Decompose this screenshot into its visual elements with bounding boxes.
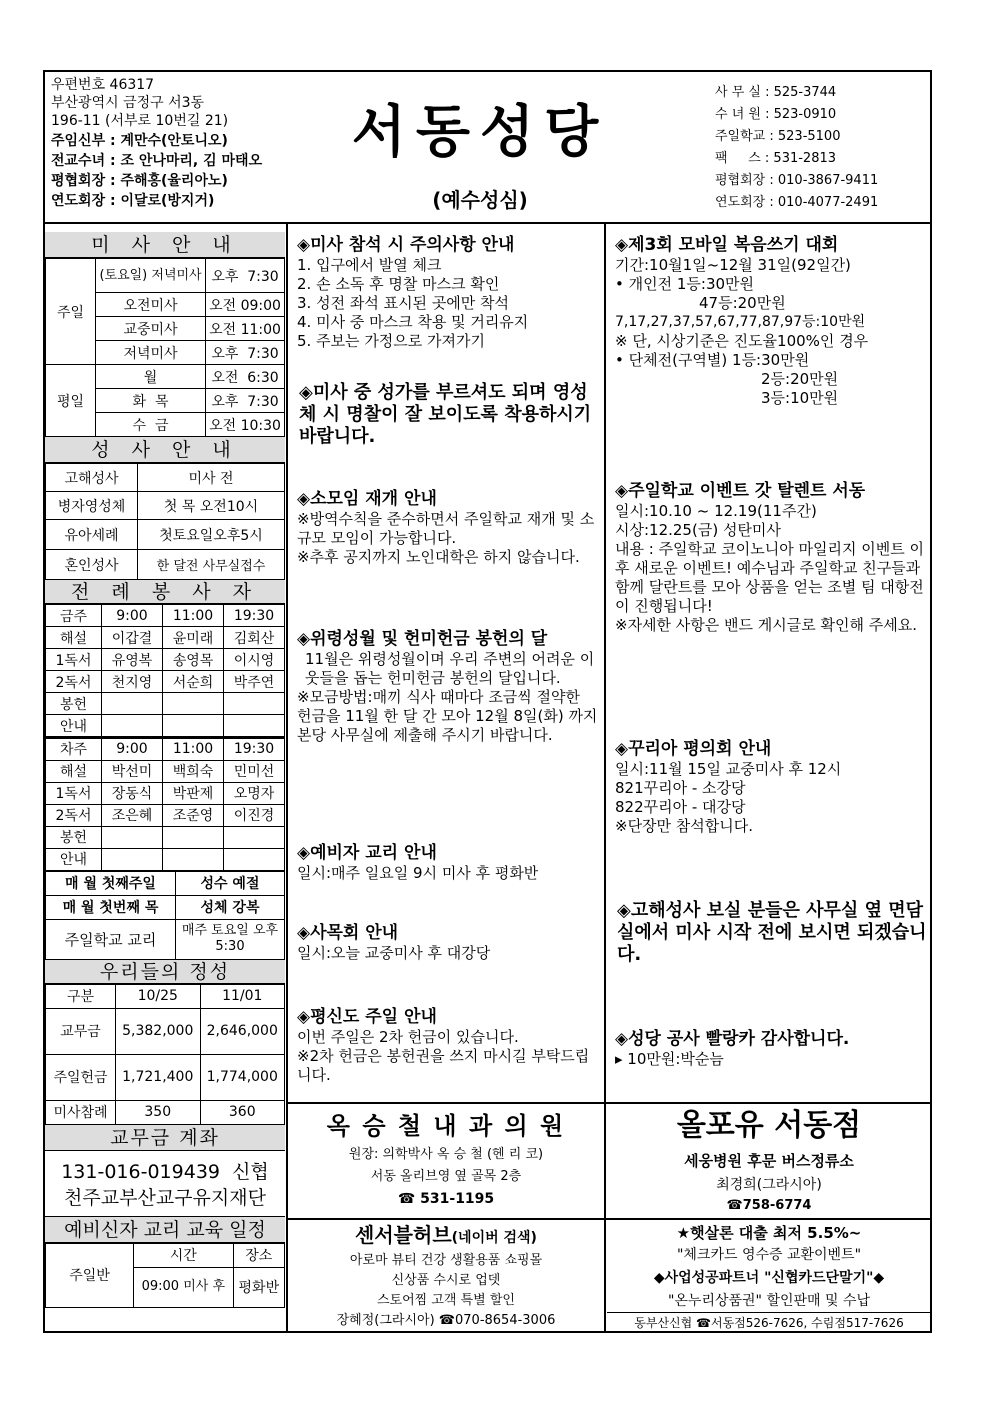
offering-cell: 1,721,400 [116,1054,201,1100]
ad-line: 동부산신협 ☎서동점526-7626, 수림점517-7626 [607,1312,931,1333]
monthly-cell: 매 월 첫번째 목 [46,895,176,919]
server-cell: 1독서 [46,649,102,671]
monthly-cell: 성수 예절 [176,871,285,895]
notice-line: ※단장만 참석합니다. [615,817,754,835]
account-holder: 천주교부산교구유지재단 [64,1186,266,1209]
mass-cell: 수 금 [96,413,206,437]
catechumen-cell: 09:00 미사 후 [134,1267,234,1307]
ad-line: 스토어찜 고객 특별 할인 [377,1293,515,1308]
offering-cell: 360 [200,1100,285,1124]
church-name: 서동성당 [351,99,609,165]
mass-cell: 월 [96,365,206,389]
notice-title: ◈평신도 주일 안내 [297,1007,437,1027]
council-head: 평협회장 : 주해홍(율리아노) [51,173,228,189]
sacrament-cell: 한 달전 사무실접수 [138,550,285,580]
contact-convent: 수 녀 원 : 523-0910 [715,107,837,122]
notice-offering-month [297,628,599,745]
server-cell: 금주 [46,605,102,627]
server-cell: 조준영 [163,804,224,826]
notice-title: ◈꾸리아 평의회 안내 [615,739,772,759]
contact-elder: 연도회장 : 010-4077-2491 [715,195,879,210]
server-cell: 장동식 [102,782,163,804]
server-cell [102,826,163,848]
weekday-label: 평일 [46,365,96,437]
ad-line: 세웅병원 후문 버스정류소 [684,1152,854,1170]
server-cell: 송영목 [163,649,224,671]
notice-title: ◈미사 참석 시 주의사항 안내 [297,235,515,255]
server-cell: 9:00 [102,605,163,627]
ad-line: 장혜정(그라시아) ☎070-8654-3006 [336,1313,556,1328]
notice-line: 4. 미사 중 마스크 착용 및 거리유지 [297,313,529,331]
servers-table-week1 [45,604,285,737]
offering-title: 우리들의 정성 [45,960,285,984]
notice-line: 일시:매주 일요일 9시 미사 후 평화반 [297,864,539,882]
header-divider [45,222,930,224]
sacrament-title: 성 사 안 내 [45,437,285,463]
mass-cell: 오전 10:30 [206,413,285,437]
col-divider-1 [286,222,288,1331]
notice-line: 이번 주일은 2차 헌금이 있습니다. [297,1028,519,1046]
server-cell: 19:30 [224,605,285,627]
notice-line: 11월은 위령성월이며 우리 주변의 어려운 이웃들을 돕는 헌미헌금 봉헌의 달입니다. [305,650,595,687]
sacrament-cell: 첫토요일오후5시 [138,520,285,550]
server-cell [163,715,224,737]
notice-laity-sunday [297,1006,599,1085]
ad-title-row [289,1222,603,1251]
mass-cell: 오전 09:00 [206,293,285,317]
server-cell: 2독서 [46,804,102,826]
server-cell: 조은혜 [102,804,163,826]
offering-cell: 2,646,000 [200,1008,285,1054]
ad-title: 옥 승 철 내 과 의 원 [326,1112,566,1140]
server-cell: 1독서 [46,782,102,804]
notice-line: 3등:10만원 [761,389,839,407]
server-cell: 해설 [46,760,102,782]
server-cell: 박선미 [102,760,163,782]
notice-mass-rules [297,234,597,351]
ad-line: "온누리상품권" 할인판매 및 수납 [667,1293,871,1309]
catechumen-cell: 장소 [233,1243,284,1267]
catechumen-table [45,1243,285,1308]
notice-line: • 개인전 1등:30만원 [615,275,755,293]
notice-donation-thanks [615,1028,927,1069]
postal-code: 우편번호 46317 [51,77,155,93]
sacrament-cell: 혼인성사 [46,550,138,580]
ad-allforyou [607,1104,931,1216]
notice-title: ◈소모임 재개 안내 [297,489,437,509]
server-cell: 봉헌 [46,826,102,848]
notice-title: ◈위령성월 및 헌미헌금 봉헌의 달 [297,629,548,649]
offering-cell: 11/01 [200,984,285,1008]
server-cell: 민미선 [224,760,285,782]
ad-line: 서동 올리브영 옆 골목 2층 [370,1169,522,1184]
ad-line: ☎758-6774 [726,1198,812,1213]
notice-small-groups [297,488,597,567]
notice-talent-event [615,480,927,635]
mass-cell: 오후 7:30 [206,341,285,365]
catechumen-cell: 시간 [134,1243,234,1267]
ad-line: "체크카드 영수증 교환이벤트" [676,1247,862,1263]
mass-cell: 오후 7:30 [206,259,285,293]
contact-list [715,82,878,214]
notice-line: 2등:20만원 [761,370,839,388]
offering-cell: 주일헌금 [46,1054,116,1100]
sacrament-cell: 첫 목 오전10시 [138,492,285,520]
servers-title: 전 례 봉 사 자 [45,580,285,604]
offering-cell: 10/25 [116,984,201,1008]
notice-line: 일시:10.10 ~ 12.19(11주간) [615,502,817,520]
contact-office: 사 무 실 : 525-3744 [715,85,837,100]
mass-cell: 오전 11:00 [206,317,285,341]
ad-sensible-hub [289,1222,603,1331]
notice-title: ◈예비자 교리 안내 [297,843,437,863]
server-cell: 박판제 [163,782,224,804]
notice-line: 3. 성전 좌석 표시된 곳에만 착석 [297,294,510,312]
notice-title: ◈사목회 안내 [297,923,399,943]
sacrament-table [45,463,285,580]
server-cell [163,826,224,848]
server-cell: 박주연 [224,671,285,693]
notice-line: • 단체전(구역별) 1등:30만원 [615,351,810,369]
ad-divider-2 [286,1218,932,1220]
ad-line: 원장: 의학박사 옥 승 철 (헨 리 코) [348,1147,544,1162]
mass-cell: 저녁미사 [96,341,206,365]
notice-line: ※자세한 사항은 밴드 게시글로 확인해 주세요. [615,616,917,634]
monthly-table [45,871,285,960]
notice-confession: ◈고해성사 보실 분들은 사무실 옆 면담실에서 미사 시작 전에 보시면 되겠습니다. [617,900,927,965]
sisters: 전교수녀 : 조 안나마리, 김 마태오 [51,153,263,169]
mass-table [45,258,285,437]
server-cell [102,693,163,715]
notice-line: ▸ 10만원:박순늠 [615,1050,724,1068]
server-cell: 차주 [46,738,102,760]
notice-line: 47등:20만원 [699,294,786,312]
sacrament-cell: 고해성사 [46,464,138,492]
server-cell: 서순희 [163,671,224,693]
server-cell: 9:00 [102,738,163,760]
server-cell [224,715,285,737]
header-info [51,76,351,210]
mass-cell: 교중미사 [96,317,206,341]
left-column [45,232,285,1308]
col-divider-2 [604,222,606,1331]
server-cell: 이시영 [224,649,285,671]
mass-title: 미 사 안 내 [45,232,285,258]
address-line-1: 부산광역시 금정구 서3동 [51,95,205,111]
ad-title: 올포유 서동점 [676,1108,862,1143]
ad-line: ★햇살론 대출 최저 5.5%~ [676,1224,862,1242]
contact-school: 주일학교 : 523-5100 [715,129,841,144]
notice-bible-writing [615,234,927,408]
server-cell: 유영복 [102,649,163,671]
sacrament-cell: 미사 전 [138,464,285,492]
server-cell: 안내 [46,715,102,737]
offering-cell: 구분 [46,984,116,1008]
ad-credit-union [607,1222,931,1333]
server-cell: 봉헌 [46,693,102,715]
bulletin-page [43,70,932,1333]
notice-line: ※방역수칙을 준수하면서 주일학교 재개 및 소규모 모임이 가능합니다. [297,510,595,547]
address-line-2: 196-11 (서부로 10번길 21) [51,113,229,129]
notice-line: 7,17,27,37,57,67,77,87,97등:10만원 [615,314,866,330]
server-cell: 2독서 [46,671,102,693]
notice-line: ※2차 헌금은 봉헌권을 쓰지 마시길 부탁드립니다. [297,1047,590,1084]
catechumen-cell: 주일반 [46,1243,134,1307]
server-cell: 19:30 [224,738,285,760]
server-cell [224,826,285,848]
ad-line: ☎ 531-1195 [397,1191,495,1207]
mass-cell: 오후 7:30 [206,389,285,413]
catechumen-cell: 평화반 [233,1267,284,1307]
server-cell: 해설 [46,627,102,649]
offering-cell: 교무금 [46,1008,116,1054]
notice-line: ※ 단, 시상기준은 진도율100%인 경우 [615,332,869,350]
ad-line: 최경희(그라시아) [716,1177,822,1193]
server-cell [163,693,224,715]
notice-line: ※추후 공지까지 노인대학은 하지 않습니다. [297,548,580,566]
elder-head: 연도회장 : 이달로(방지거) [51,193,215,209]
account-box [45,1151,285,1217]
offering-table [45,984,285,1125]
ad-line: 아로마 뷰티 건강 생활용품 쇼핑몰 [349,1253,543,1268]
notice-line: 기간:10월1일~12월 31일(92일간) [615,256,851,274]
notice-line: ※모금방법:매끼 식사 때마다 조금씩 절약한 헌금을 11월 한 달 간 모아 12월 8일(화) 까지 본당 사무실에 제출해 주시기 바랍니다. [297,688,598,744]
contact-council: 평협회장 : 010-3867-9411 [715,173,879,188]
monthly-cell: 성체 강복 [176,895,285,919]
mass-cell: (토요일) 저녁미사 [96,259,206,293]
server-cell [224,693,285,715]
notice-line: 내용 : 주일학교 코이노니아 마일리지 이벤트 이후 새로운 이벤트! 예수님과 주일학교 친구들과 함께 달란트를 모아 상품을 얻는 조별 팀 대항전이 진행됩니다! [615,540,924,615]
sunday-label: 주일 [46,259,96,365]
notice-title: ◈성당 공사 빨랑카 감사합니다. [615,1029,850,1049]
ad-title-sub: (네이버 검색) [451,1230,537,1246]
servers-table-week2 [45,737,285,871]
server-cell: 11:00 [163,605,224,627]
notice-singing: ◈미사 중 성가를 부르셔도 되며 영성체 시 명찰이 잘 보이도록 착용하시기 바랍니다. [299,382,592,447]
notice-line: 822꾸리아 - 대강당 [615,798,746,816]
server-cell: 백희숙 [163,760,224,782]
server-cell: 윤미래 [163,627,224,649]
offering-cell: 350 [116,1100,201,1124]
notice-line: 시상:12.25(금) 성탄미사 [615,521,781,539]
ad-title: 센서블허브 [355,1223,452,1247]
mass-cell: 오전미사 [96,293,206,317]
server-cell: 오명자 [224,782,285,804]
server-cell: 안내 [46,848,102,870]
server-cell: 이진경 [224,804,285,826]
notice-title: ◈주일학교 이벤트 갓 탈렌트 서동 [615,481,866,501]
notice-curia [615,738,927,836]
server-cell: 천지영 [102,671,163,693]
sacrament-cell: 유아세례 [46,520,138,550]
server-cell [102,848,163,870]
ad-clinic [289,1108,603,1210]
account-number: 131-016-019439 신협 [61,1160,269,1183]
notice-line: 5. 주보는 가정으로 가져가기 [297,332,486,350]
ad-line: 신상품 수시로 업뎃 [391,1273,501,1288]
monthly-cell: 매주 토요일 오후5:30 [176,919,285,959]
contact-fax: 팩 스 : 531-2813 [715,151,837,166]
account-title: 교무금 계좌 [45,1125,285,1151]
notice-line: 일시:11월 15일 교중미사 후 12시 [615,760,842,778]
server-cell [163,848,224,870]
monthly-cell: 매 월 첫째주일 [46,871,176,895]
offering-cell: 미사참례 [46,1100,116,1124]
offering-cell: 1,774,000 [200,1054,285,1100]
notice-line: 1. 입구에서 발열 체크 [297,256,442,274]
monthly-cell: 주일학교 교리 [46,919,176,959]
church-subtitle: (예수성심) [432,188,528,212]
server-cell: 이갑결 [102,627,163,649]
notice-line: 821꾸리아 - 소강당 [615,779,746,797]
notice-line: 2. 손 소독 후 명찰 마스크 확인 [297,275,500,293]
sacrament-cell: 병자영성체 [46,492,138,520]
notice-line: 일시:오늘 교중미사 후 대강당 [297,944,491,962]
notice-catechumen [297,842,597,883]
server-cell [102,715,163,737]
pastor: 주임신부 : 계만수(안토니오) [51,133,228,149]
ad-line: ◆사업성공파트너 "신협카드단말기"◆ [653,1270,885,1286]
catechumen-title: 예비신자 교리 교육 일정 [45,1217,285,1243]
mass-cell: 화 목 [96,389,206,413]
server-cell: 김회산 [224,627,285,649]
server-cell: 11:00 [163,738,224,760]
notice-title: ◈제3회 모바일 복음쓰기 대회 [615,235,839,255]
notice-council [297,922,597,963]
mass-cell: 오전 6:30 [206,365,285,389]
server-cell [224,848,285,870]
offering-cell: 5,382,000 [116,1008,201,1054]
